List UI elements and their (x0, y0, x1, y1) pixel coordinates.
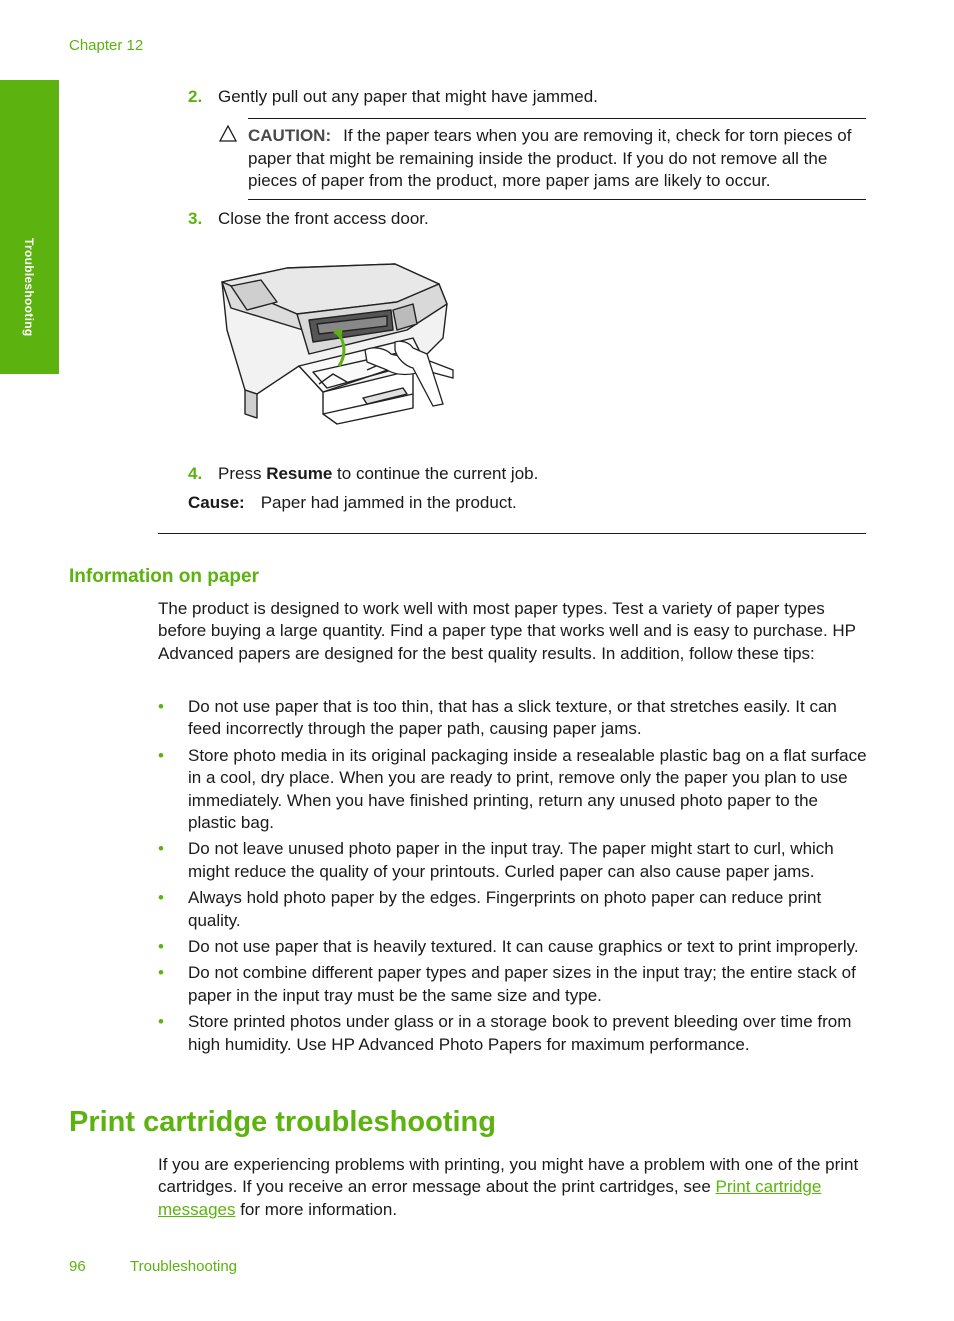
step-text-before: Press (218, 464, 267, 483)
list-item (158, 1011, 870, 1056)
list-item-text: Always hold photo paper by the edges. Fingerprints on photo paper can reduce print quality. (188, 888, 822, 930)
list-item-text: Do not use paper that is too thin, that has a slick texture, or that stretches easily. It can feed incorrectly through the paper path, causing paper jams. (188, 697, 837, 739)
chapter-label: Chapter 12 (69, 37, 144, 54)
list-item (158, 745, 870, 835)
cause-text: Paper had jammed in the product. (260, 493, 517, 512)
cartridge-paragraph (158, 1154, 870, 1221)
bullet-icon: • (158, 888, 164, 908)
cartridge-heading: Print cartridge troubleshooting (69, 1106, 496, 1138)
tips-list (158, 696, 870, 1060)
list-item (158, 887, 870, 932)
step-4 (188, 463, 538, 485)
step-3 (188, 208, 429, 230)
printer-illustration (217, 258, 457, 426)
bullet-icon: • (158, 839, 164, 859)
footer-section: Troubleshooting (130, 1258, 238, 1275)
side-tab-label: Troubleshooting (22, 238, 36, 337)
step-number: 3. (188, 209, 203, 228)
list-item-text: Do not leave unused photo paper in the input tray. The paper might start to curl, which might reduce the quality of your printouts. Curled paper can also cause paper jams. (188, 839, 834, 881)
step-resume-label: Resume (266, 464, 333, 483)
cartridge-text-before: If you are experiencing problems with printing, you might have a problem with one of the print cartridges. If you receive an error message about the print cartridges, see (158, 1155, 859, 1197)
list-item-text: Do not combine different paper types and paper sizes in the input tray; the entire stack of paper in the input tray must be the same size and type. (188, 963, 856, 1005)
caution-box (248, 118, 866, 200)
bullet-icon: • (158, 963, 164, 983)
list-item-text: Store photo media in its original packaging inside a resealable plastic bag on a flat surface in a cool, dry place. When you are ready to print, remove only the paper you plan to use immediately. When you have finished printing, return any unused photo paper to the plastic bag. (188, 745, 867, 833)
list-item (158, 696, 870, 741)
cause-line (188, 492, 517, 514)
list-item (158, 936, 870, 958)
bullet-icon: • (158, 697, 164, 716)
list-item (158, 838, 870, 883)
list-item-text: Store printed photos under glass or in a storage book to prevent bleeding over time from high humidity. Use HP Advanced Photo Papers for maximum performance. (188, 1012, 852, 1054)
list-item (158, 962, 870, 1007)
step-number: 4. (188, 464, 203, 483)
page-number: 96 (69, 1258, 86, 1275)
info-heading: Information on paper (69, 566, 259, 587)
step-text: Gently pull out any paper that might have jammed. (218, 87, 598, 106)
cause-label: Cause: (188, 493, 245, 512)
caution-label: CAUTION: (248, 126, 332, 145)
caution-triangle-icon (219, 125, 237, 143)
side-tab (0, 80, 59, 374)
cartridge-text-after: for more information. (235, 1199, 398, 1219)
step-number: 2. (188, 87, 203, 106)
bullet-icon: • (158, 745, 164, 765)
step-text: Close the front access door. (218, 209, 429, 228)
section-divider (158, 533, 866, 534)
caution-text: If the paper tears when you are removing it, check for torn pieces of paper that might be remaining inside the product. If you do not remove all the pieces of paper from the product, more paper jams are likely to occur. (248, 126, 852, 190)
step-2 (188, 86, 598, 108)
print-cartridge-messages-link[interactable]: Print cartridge messages (158, 1177, 822, 1219)
list-item-text: Do not use paper that is heavily textured. It can cause graphics or text to print improperly. (188, 937, 859, 957)
info-intro: The product is designed to work well with most paper types. Test a variety of paper types before buying a large quantity. Find a paper type that works well and is easy to purchase. HP Advanced papers are designed for the best quality results. In addition, follow these tips: (158, 599, 856, 663)
bullet-icon: • (158, 937, 164, 957)
step-text-after: to continue the current job. (332, 464, 539, 483)
bullet-icon: • (158, 1012, 164, 1032)
